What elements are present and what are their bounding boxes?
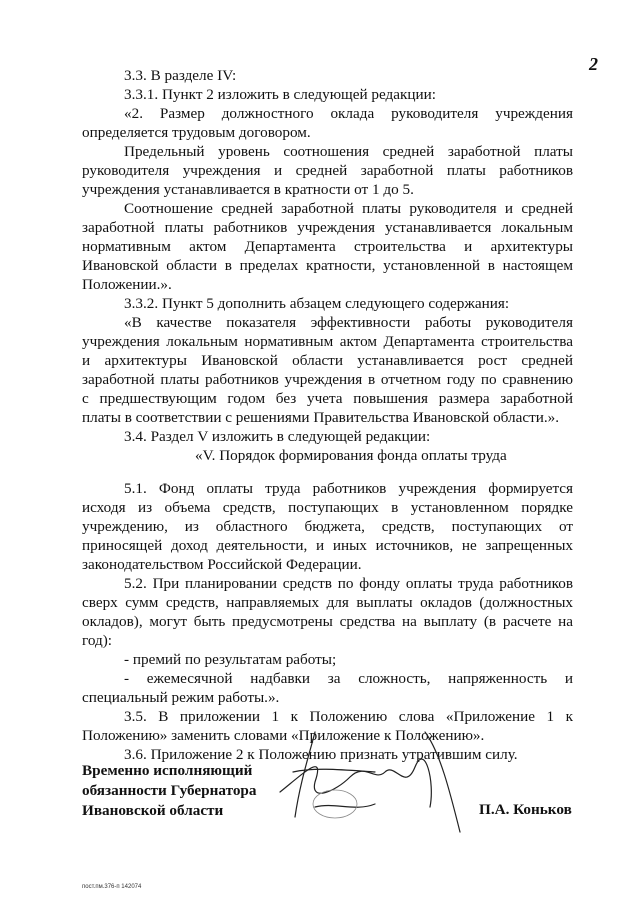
text-line: с предшествующим годом без учета повышения размера заработной <box>82 390 573 407</box>
text-line: законодательством Российской Федерации. <box>82 556 362 573</box>
text-line: учреждению, из областного бюджета, средств, поступающих от <box>82 518 573 535</box>
text-line: 3.5. В приложении 1 к Положению слова «Приложение 1 к <box>124 708 573 725</box>
text-line: 3.6. Приложение 2 к Положению признать утратившим силу. <box>124 746 518 763</box>
text-line: специальный режим работы.». <box>82 689 280 706</box>
text-line: нормативным актом Департамента строительства и архитектуры <box>82 238 573 255</box>
text-line: «В качестве показателя эффективности работы руководителя <box>124 314 573 331</box>
text-line: учреждения локальным нормативным актом Департамента строительства <box>82 333 573 350</box>
signatory-title <box>82 761 256 821</box>
text-line: - премий по результатам работы; <box>124 651 337 668</box>
handwritten-signature <box>255 712 475 842</box>
text-line: заработной платы работников учреждения устанавливается локальным <box>82 219 573 236</box>
text-line: Положении.». <box>82 276 172 293</box>
footer-code: пост.пм.376-п 142074 <box>82 884 142 890</box>
text-line: окладов), могут быть предусмотрены средства на выплату (в расчете на <box>82 613 573 630</box>
text-line: Соотношение средней заработной платы руководителя и средней <box>124 200 573 217</box>
text-line: Положению» заменить словами «Приложение к Положению». <box>82 727 485 744</box>
text-line: 5.1. Фонд оплаты труда работников учреждения формируется <box>124 480 573 497</box>
text-line: Предельный уровень соотношения средней заработной платы <box>124 143 573 160</box>
text-line: 3.3.2. Пункт 5 дополнить абзацем следующего содержания: <box>124 295 510 312</box>
text-line: платы в соответствии с решениями Правительства Ивановской области.». <box>82 409 560 426</box>
text-line: «V. Порядок формирования фонда оплаты труда <box>195 447 507 464</box>
signatory-title-line: обязанности Губернатора <box>82 782 257 799</box>
signatory-name: П.А. Коньков <box>479 801 572 818</box>
text-line: учреждения устанавливается в кратности от 1 до 5. <box>82 181 414 198</box>
text-line: Ивановской области в пределах кратности, установленной в настоящем <box>82 257 573 274</box>
text-line: «2. Размер должностного оклада руководителя учреждения <box>124 105 573 122</box>
text-line: заработной платы работников учреждения в отчетном году по сравнению <box>82 371 573 388</box>
text-line: и архитектуры Ивановской области устанавливается рост средней <box>82 352 573 369</box>
text-line: определяется трудовым договором. <box>82 124 311 141</box>
text-line: руководителя учреждения и средней заработной платы работников <box>82 162 573 179</box>
text-line: 3.4. Раздел V изложить в следующей редакции: <box>124 428 431 445</box>
signatory-title-line: Временно исполняющий <box>82 762 253 779</box>
page-number: 2 <box>589 54 598 74</box>
text-line: год): <box>82 632 113 649</box>
text-line: - ежемесячной надбавки за сложность, напряженность и <box>124 670 573 687</box>
text-line: 3.3.1. Пункт 2 изложить в следующей редакции: <box>124 86 437 103</box>
text-line: исходя из объема средств, поступающих в установленном порядке <box>82 499 573 516</box>
signatory-title-line: Ивановской области <box>82 802 224 819</box>
text-line: 5.2. При планировании средств по фонду оплаты труда работников <box>124 575 573 592</box>
text-line: приносящей доход деятельности, и иных источников, не запрещенных <box>82 537 573 554</box>
text-line: 3.3. В разделе IV: <box>124 67 237 84</box>
text-line: сверх сумм средств, направляемых для выплаты окладов (должностных <box>82 594 573 611</box>
